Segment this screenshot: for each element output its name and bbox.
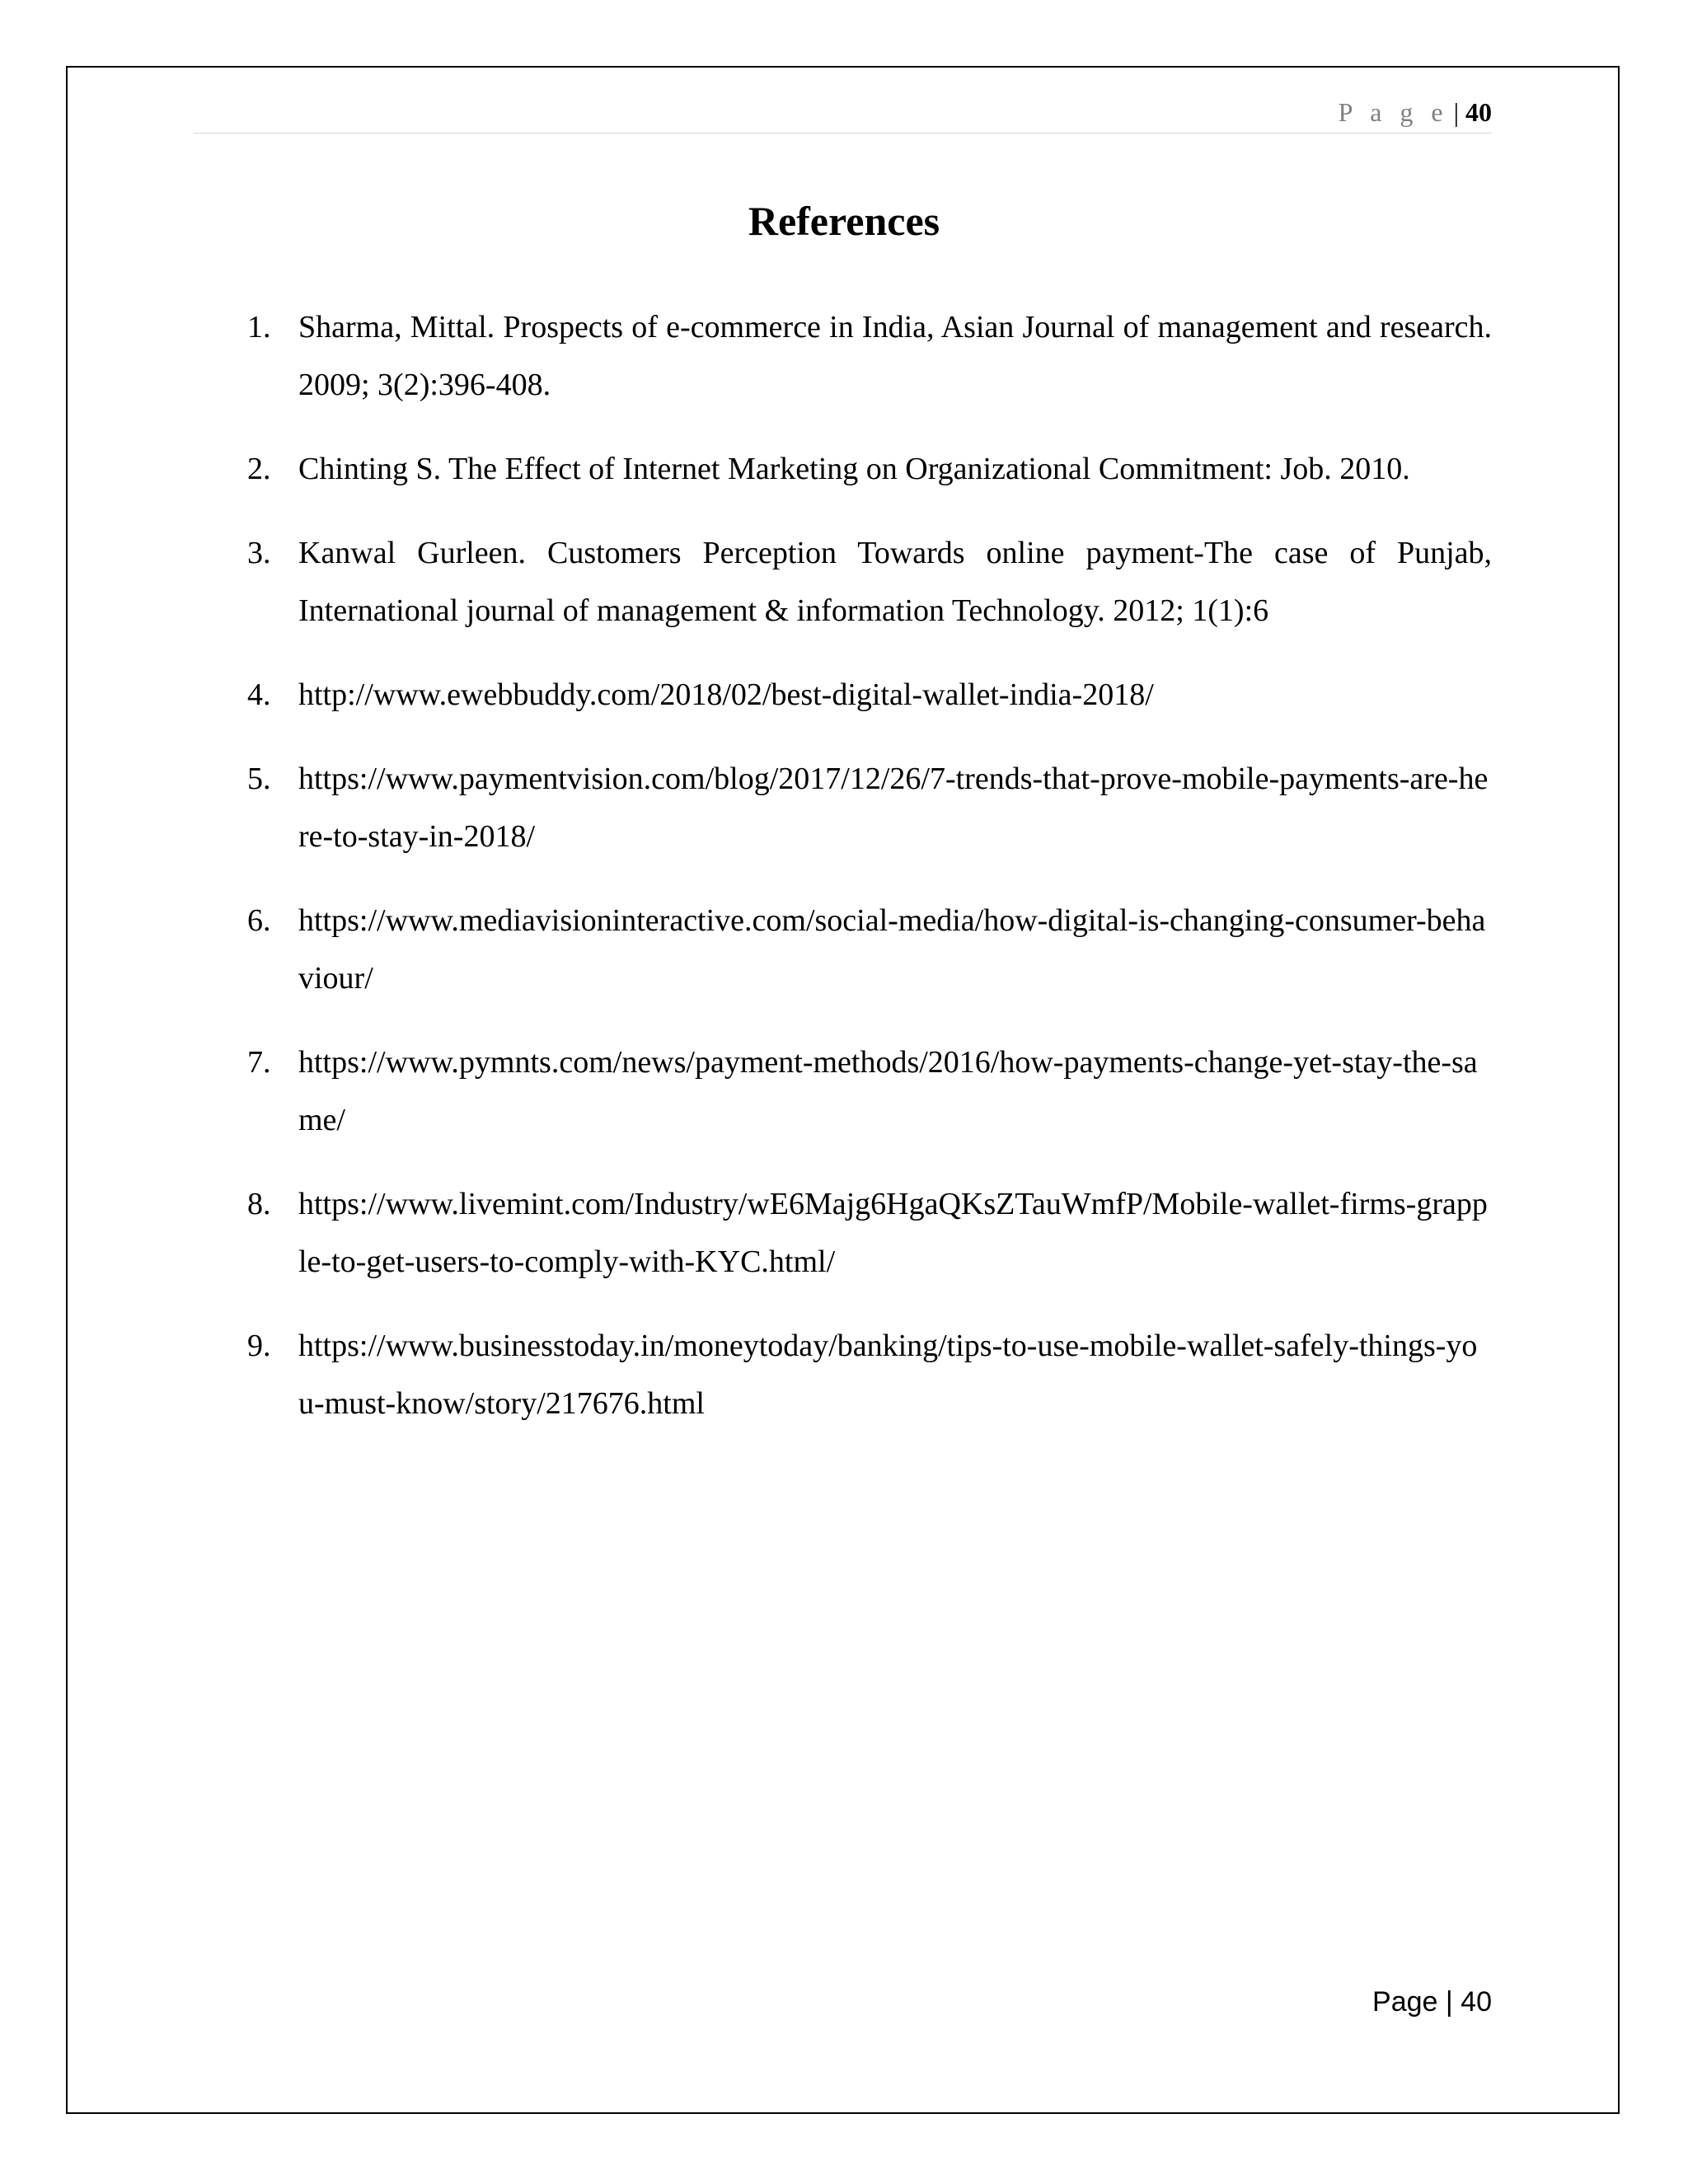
reference-text: Sharma, Mittal. Prospects of e-commerce in India, Asian Journal of management and research. 2009; 3(2):396-408. [298, 310, 1492, 402]
reference-item [239, 1033, 1492, 1149]
reference-item [239, 1317, 1492, 1432]
reference-item [239, 666, 1492, 724]
reference-link[interactable]: https://www.businesstoday.in/moneytoday/banking/tips-to-use-mobile-wallet-safely-things-you-must-know/story/217676.html [298, 1329, 1478, 1421]
reference-link[interactable]: https://www.paymentvision.com/blog/2017/12/26/7-trends-that-prove-mobile-payments-are-here-to-stay-in-2018/ [298, 762, 1489, 854]
page-header [194, 97, 1492, 134]
reference-item [239, 892, 1492, 1007]
reference-item [239, 1175, 1492, 1291]
reference-number: 2. [247, 452, 271, 486]
reference-text: Kanwal Gurleen. Customers Perception Towards online payment-The case of Punjab, International journal of management & information Technology. 2012; 1(1):6 [298, 536, 1492, 628]
reference-list [239, 298, 1492, 1459]
reference-item [239, 524, 1492, 640]
reference-number: 6. [247, 903, 271, 938]
reference-number: 9. [247, 1329, 271, 1363]
reference-number: 5. [247, 762, 271, 796]
page-footer: Page | 40 [1372, 1986, 1492, 2018]
reference-text: Chinting S. The Effect of Internet Marketing on Organizational Commitment: Job. 2010. [298, 452, 1410, 486]
header-page-label: P a g e [1338, 97, 1449, 127]
reference-number: 7. [247, 1045, 271, 1080]
reference-number: 3. [247, 536, 271, 570]
reference-link[interactable]: https://www.pymnts.com/news/payment-methods/2016/how-payments-change-yet-stay-the-same/ [298, 1045, 1478, 1137]
reference-item [239, 440, 1492, 498]
reference-number: 1. [247, 310, 271, 344]
page-title: References [748, 198, 940, 244]
header-page-number: 40 [1465, 97, 1492, 127]
reference-item [239, 298, 1492, 414]
reference-number: 8. [247, 1187, 271, 1221]
reference-number: 4. [247, 677, 271, 712]
header-separator: | [1453, 97, 1459, 127]
reference-link[interactable]: https://www.livemint.com/Industry/wE6Majg6HgaQKsZTauWmfP/Mobile-wallet-firms-grapple-to-get-users-to-comply-with-KYC.html/ [298, 1187, 1488, 1279]
reference-link[interactable]: https://www.mediavisioninteractive.com/social-media/how-digital-is-changing-consumer-behaviour/ [298, 903, 1486, 996]
reference-link[interactable]: http://www.ewebbuddy.com/2018/02/best-digital-wallet-india-2018/ [298, 677, 1154, 712]
reference-item [239, 750, 1492, 865]
